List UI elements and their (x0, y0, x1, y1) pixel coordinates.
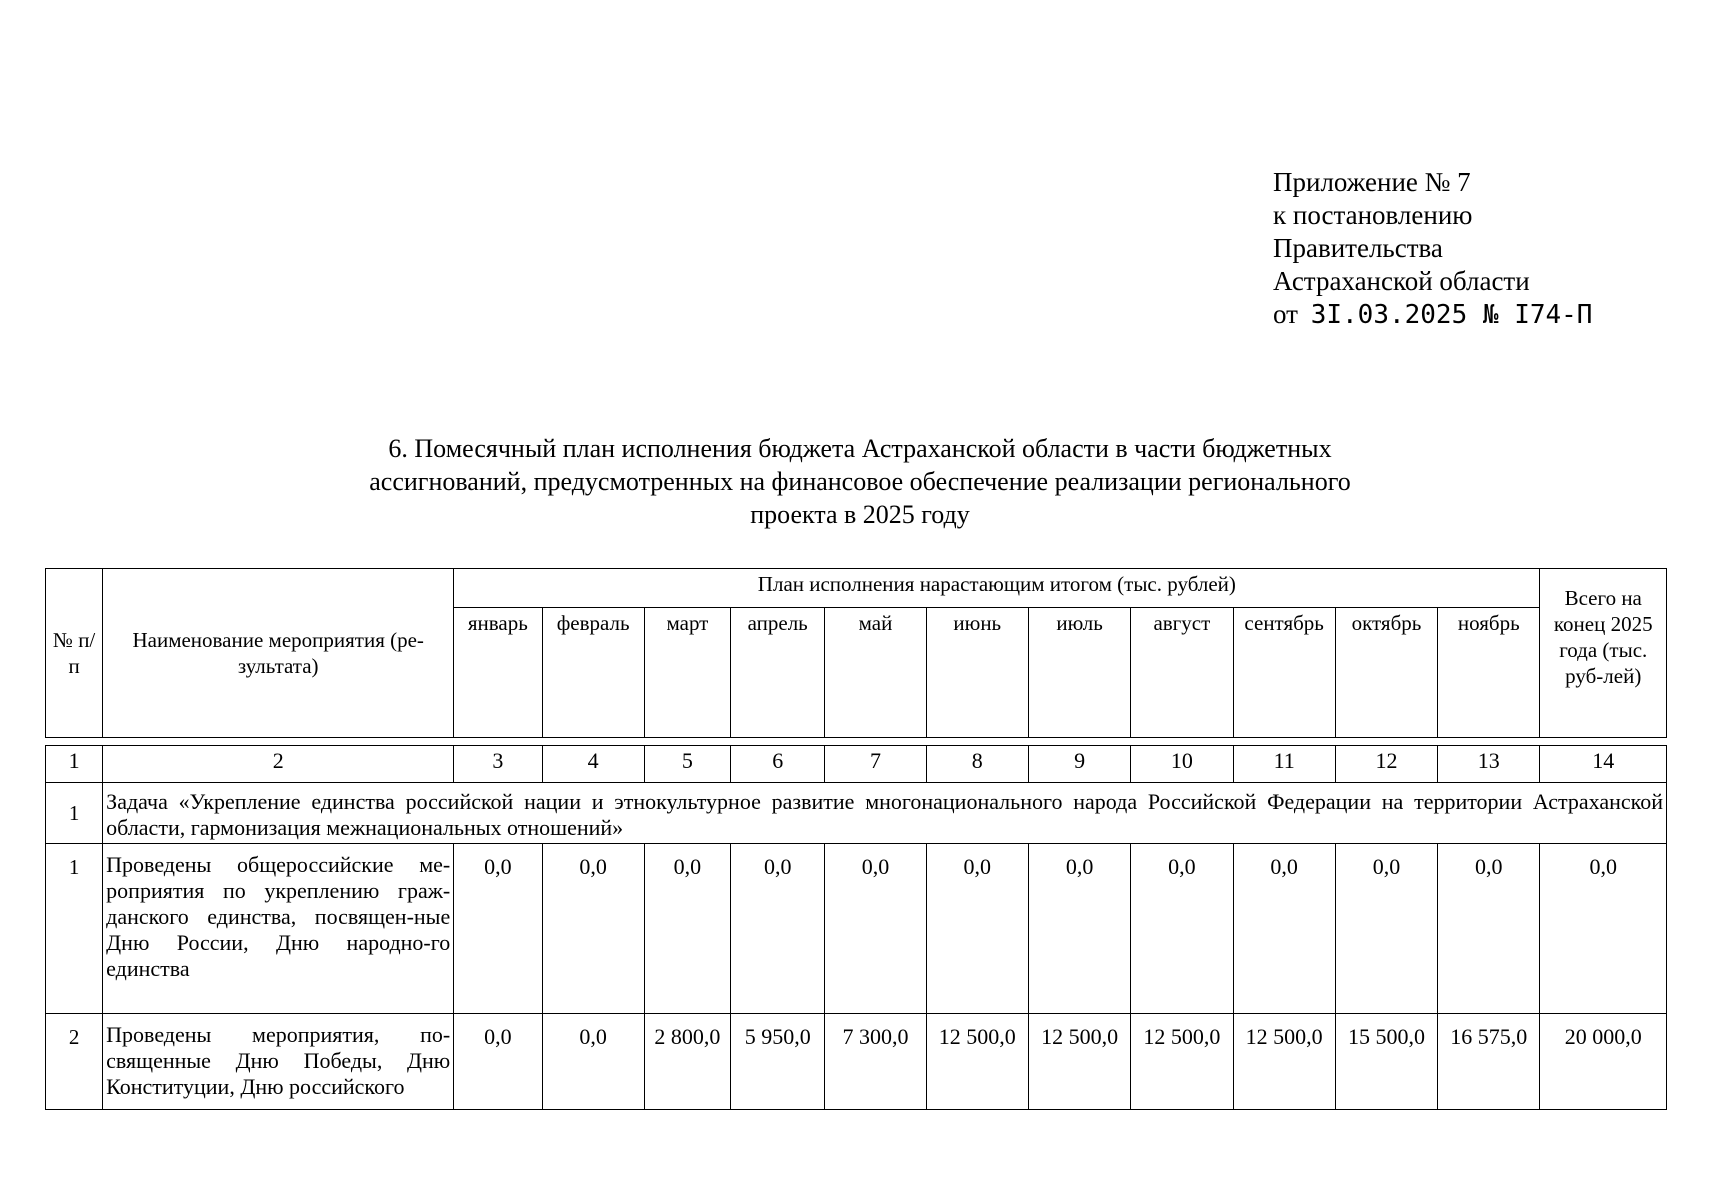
task-row (46, 783, 1667, 844)
column-number: 1 (46, 746, 103, 783)
row-value: 15 500,0 (1335, 1014, 1437, 1110)
attachment-line: Правительства (1273, 233, 1443, 263)
row-value: 12 500,0 (1233, 1014, 1335, 1110)
row-value: 0,0 (644, 844, 730, 1014)
document-title (330, 432, 1390, 531)
header-separator (46, 738, 1667, 746)
row-total: 0,0 (1540, 844, 1667, 1014)
table-row (46, 844, 1667, 1014)
header-month: март (644, 608, 730, 738)
row-value: 0,0 (454, 1014, 542, 1110)
row-value: 0,0 (454, 844, 542, 1014)
header-name: Наименование мероприятия (ре-зультата) (103, 569, 454, 738)
row-value: 12 500,0 (926, 1014, 1028, 1110)
attachment-date-stamp: 3I.03.2025 № I74-П (1310, 300, 1593, 330)
header-month: май (825, 608, 926, 738)
row-value: 0,0 (926, 844, 1028, 1014)
row-value: 0,0 (1028, 844, 1130, 1014)
header-month: октябрь (1335, 608, 1437, 738)
row-value: 0,0 (1335, 844, 1437, 1014)
header-month: февраль (542, 608, 644, 738)
header-month: январь (454, 608, 542, 738)
header-month: июнь (926, 608, 1028, 738)
header-month: апрель (731, 608, 825, 738)
attachment-note (1273, 166, 1592, 332)
row-value: 0,0 (1131, 844, 1233, 1014)
attachment-date (1273, 298, 1592, 332)
row-value: 2 800,0 (644, 1014, 730, 1110)
attachment-line: к постановлению (1273, 200, 1473, 230)
row-no: 1 (46, 844, 103, 1014)
row-value: 7 300,0 (825, 1014, 926, 1110)
title-line: проекта в 2025 году (750, 500, 970, 529)
column-number: 10 (1131, 746, 1233, 783)
column-number: 3 (454, 746, 542, 783)
column-number: 4 (542, 746, 644, 783)
column-number: 6 (731, 746, 825, 783)
column-number: 14 (1540, 746, 1667, 783)
column-number: 12 (1335, 746, 1437, 783)
task-no: 1 (46, 783, 103, 844)
title-line: 6. Помесячный план исполнения бюджета Астраханской области в части бюджетных (388, 434, 1332, 463)
row-total: 20 000,0 (1540, 1014, 1667, 1110)
row-value: 0,0 (731, 844, 825, 1014)
header-no: № п/п (46, 569, 103, 738)
title-line: ассигнований, предусмотренных на финансовое обеспечение реализации регионального (369, 467, 1351, 496)
header-month: ноябрь (1438, 608, 1540, 738)
header-plan-group: План исполнения нарастающим итогом (тыс. рублей) (454, 569, 1540, 608)
column-number-row (46, 746, 1667, 783)
column-number: 7 (825, 746, 926, 783)
attachment-line: Астраханской области (1273, 266, 1530, 296)
header-row-group (46, 569, 1667, 608)
row-value: 5 950,0 (731, 1014, 825, 1110)
row-value: 12 500,0 (1131, 1014, 1233, 1110)
row-name: Проведены общероссийские ме-роприятия по укреплению граж-данского единства, посвящен-ные Дню России, Дню народно-го единства (103, 844, 454, 1014)
row-value: 0,0 (1233, 844, 1335, 1014)
column-number: 11 (1233, 746, 1335, 783)
attachment-date-prefix: от (1273, 299, 1298, 329)
row-value: 12 500,0 (1028, 1014, 1130, 1110)
row-value: 0,0 (542, 844, 644, 1014)
header-month: сентябрь (1233, 608, 1335, 738)
row-value: 16 575,0 (1438, 1014, 1540, 1110)
table-row (46, 1014, 1667, 1110)
row-no: 2 (46, 1014, 103, 1110)
row-value: 0,0 (542, 1014, 644, 1110)
column-number: 13 (1438, 746, 1540, 783)
attachment-line: Приложение № 7 (1273, 167, 1471, 197)
column-number: 2 (103, 746, 454, 783)
header-month: июль (1028, 608, 1130, 738)
header-month: август (1131, 608, 1233, 738)
row-value: 0,0 (1438, 844, 1540, 1014)
column-number: 9 (1028, 746, 1130, 783)
task-text: Задача «Укрепление единства российской нации и этнокультурное развитие многонационального народа Российской Федерации на территории Астраханской области, гармонизация межнациональных отношений» (103, 783, 1667, 844)
budget-plan-table (45, 568, 1667, 1110)
row-value: 0,0 (825, 844, 926, 1014)
header-total: Всего на конец 2025 года (тыс. руб-лей) (1540, 569, 1667, 738)
column-number: 8 (926, 746, 1028, 783)
row-name: Проведены мероприятия, по-священные Дню Победы, Дню Конституции, Дню российского (103, 1014, 454, 1110)
column-number: 5 (644, 746, 730, 783)
